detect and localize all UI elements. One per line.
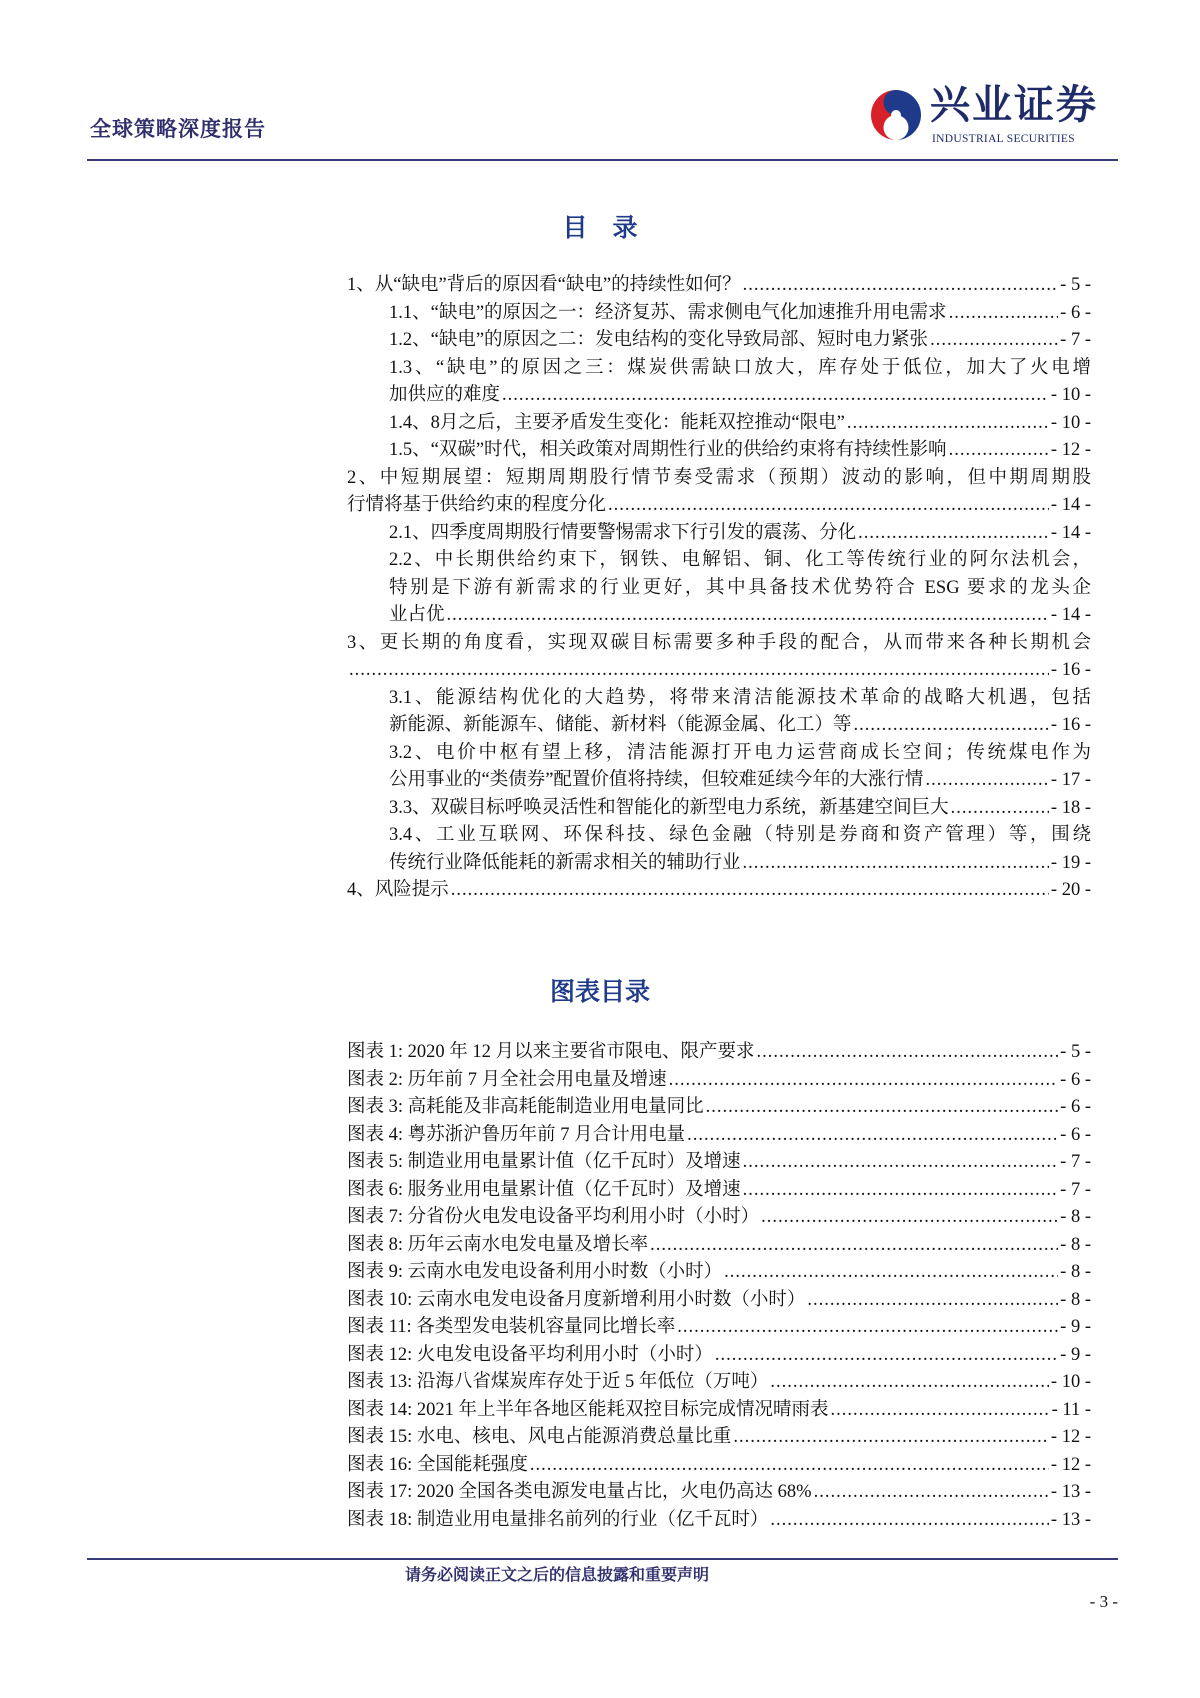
toc-line[interactable] <box>347 575 1091 603</box>
page-number: - 3 - <box>1089 1592 1118 1611</box>
figure-entry[interactable] <box>347 1204 1091 1232</box>
figure-page-number[interactable]: - 8 - <box>1060 1234 1091 1255</box>
dot-leader <box>951 795 1049 823</box>
company-logo <box>870 81 1120 148</box>
dot-leader <box>743 1149 1059 1177</box>
figure-entry[interactable] <box>347 1424 1091 1452</box>
figure-entry[interactable] <box>347 1287 1091 1315</box>
dot-leader <box>949 437 1049 465</box>
logo-swirl-icon <box>870 86 922 144</box>
toc-entry-text[interactable]: 2、中短期展望：短期周期股行情节奏受需求（预期）波动的影响，但中期周期股 <box>347 467 1091 488</box>
figure-list <box>347 1039 1091 1534</box>
toc-line[interactable] <box>347 520 1091 548</box>
toc-page-number[interactable]: - 7 - <box>1060 330 1091 350</box>
figure-entry[interactable] <box>347 1342 1091 1370</box>
report-type-label: 全球策略深度报告 <box>90 116 266 141</box>
toc-page-number[interactable]: - 20 - <box>1050 880 1091 900</box>
figure-entry-text[interactable]: 图表 14: 2021 年上半年各地区能耗双控目标完成情况晴雨表 <box>347 1399 829 1420</box>
figure-entry-text[interactable]: 图表 5: 制造业用电量累计值（亿千瓦时）及增速 <box>347 1152 741 1172</box>
toc-entry[interactable] <box>347 740 1091 795</box>
dot-leader <box>757 1039 1059 1067</box>
figure-page-number[interactable]: - 7 - <box>1060 1179 1091 1200</box>
toc-line[interactable] <box>347 492 1091 520</box>
toc-entry-text[interactable]: 3.4、工业互联网、环保科技、绿色金融（特别是券商和资产管理）等，围绕 <box>389 825 1091 845</box>
toc-line[interactable] <box>347 327 1091 355</box>
dot-leader <box>847 410 1049 438</box>
figure-entry[interactable] <box>347 1479 1091 1507</box>
toc-line[interactable] <box>347 685 1091 713</box>
toc-title: 目 录 <box>562 213 638 242</box>
toc-entry-text[interactable]: 传统行业降低能耗的新需求相关的辅助行业 <box>389 852 741 873</box>
toc-entry-text[interactable]: 业占优 <box>389 605 445 625</box>
toc-entry-text[interactable]: 3、更长期的角度看，实现双碳目标需要多种手段的配合，从而带来各种长期机会 <box>347 632 1091 653</box>
figure-entry-text[interactable]: 图表 7: 分省份火电发电设备平均利用小时（小时） <box>347 1207 760 1227</box>
dot-leader <box>349 657 1049 685</box>
toc-page-number[interactable]: - 6 - <box>1060 302 1091 323</box>
toc-line[interactable] <box>347 602 1091 630</box>
toc-entry-text[interactable]: 特别是下游有新需求的行业更好，其中具备技术优势符合 ESG 要求的龙头企 <box>389 577 1091 598</box>
figure-page-number[interactable]: - 8 - <box>1060 1207 1091 1227</box>
figure-entry[interactable] <box>347 1232 1091 1260</box>
figure-page-number[interactable]: - 10 - <box>1050 1372 1091 1392</box>
figure-entry-text[interactable]: 图表 15: 水电、核电、风电占能源消费总量比重 <box>347 1427 732 1447</box>
toc-entry[interactable] <box>347 795 1091 823</box>
dot-leader <box>733 1424 1049 1452</box>
toc-entry-text[interactable]: 行情将基于供给约束的程度分化 <box>347 495 607 515</box>
dot-leader <box>949 300 1059 328</box>
figure-entry-text[interactable]: 图表 10: 云南水电发电设备月度新增利用小时数（小时） <box>347 1289 806 1310</box>
toc-line[interactable] <box>347 630 1091 658</box>
figure-entry[interactable] <box>347 1397 1091 1425</box>
toc-entry[interactable] <box>347 272 1091 300</box>
toc-entry[interactable] <box>347 685 1091 740</box>
figure-page-number[interactable]: - 12 - <box>1050 1454 1091 1475</box>
dot-leader <box>831 1397 1050 1425</box>
toc-entry-text[interactable]: 1.3、“缺电”的原因之三：煤炭供需缺口放大，库存处于低位，加大了火电增 <box>389 357 1091 378</box>
toc-entry-text[interactable]: 1、从“缺电”背后的原因看“缺电”的持续性如何？ <box>347 275 741 295</box>
dot-leader <box>743 850 1049 878</box>
toc-page-number[interactable]: - 14 - <box>1050 495 1091 515</box>
toc-entry-text[interactable]: 1.5、“双碳”时代，相关政策对周期性行业的供给约束将有持续性影响 <box>389 440 947 460</box>
dot-leader <box>743 272 1059 300</box>
figure-entry[interactable] <box>347 1039 1091 1067</box>
toc-line[interactable] <box>347 767 1091 795</box>
toc-page-number[interactable]: - 10 - <box>1050 412 1091 433</box>
toc-entry[interactable] <box>347 630 1091 685</box>
dot-leader <box>925 767 1048 795</box>
figure-page-number[interactable]: - 9 - <box>1060 1344 1091 1365</box>
dot-leader <box>807 1287 1058 1315</box>
toc-entry[interactable] <box>347 822 1091 877</box>
toc-line[interactable] <box>347 850 1091 878</box>
dot-leader <box>743 1177 1059 1205</box>
dot-leader <box>650 1232 1058 1260</box>
toc-entry-text[interactable]: 4、风险提示 <box>347 880 449 900</box>
toc-page-number[interactable]: - 5 - <box>1060 275 1091 295</box>
toc-line[interactable] <box>347 822 1091 850</box>
dot-leader <box>669 1067 1059 1095</box>
toc-page-number[interactable]: - 17 - <box>1050 770 1091 790</box>
figure-entry[interactable] <box>347 1452 1091 1480</box>
figure-entry[interactable] <box>347 1149 1091 1177</box>
figure-page-number[interactable]: - 9 - <box>1060 1317 1091 1337</box>
toc-entry[interactable] <box>347 547 1091 630</box>
toc-line[interactable] <box>347 740 1091 768</box>
toc-entry-text[interactable]: 2.2、中长期供给约束下，钢铁、电解铝、铜、化工等传统行业的阿尔法机会， <box>389 550 1091 570</box>
dot-leader <box>706 1094 1059 1122</box>
figure-entry-text[interactable]: 图表 12: 火电发电设备平均利用小时（小时） <box>347 1344 713 1365</box>
toc-entry[interactable] <box>347 300 1091 328</box>
figure-entry[interactable] <box>347 1177 1091 1205</box>
toc-entry[interactable] <box>347 520 1091 548</box>
toc-entry[interactable] <box>347 355 1091 410</box>
figure-entry[interactable] <box>347 1067 1091 1095</box>
figure-entry-text[interactable]: 图表 13: 沿海八省煤炭库存处于近 5 年低位（万吨） <box>347 1372 769 1392</box>
header-divider <box>87 159 1118 161</box>
toc-entry-text[interactable]: 新能源、新能源车、储能、新材料（能源金属、化工）等 <box>389 715 852 735</box>
dot-leader <box>761 1204 1058 1232</box>
table-of-contents <box>347 272 1091 905</box>
toc-line[interactable] <box>347 300 1091 328</box>
toc-page-number[interactable]: - 18 - <box>1050 797 1091 818</box>
figure-entry[interactable] <box>347 1122 1091 1150</box>
disclaimer-text: 请务必阅读正文之后的信息披露和重要声明 <box>405 1565 710 1584</box>
toc-entry-text[interactable]: 3.2、电价中枢有望上移，清洁能源打开电力运营商成长空间；传统煤电作为 <box>389 742 1091 763</box>
dot-leader <box>451 877 1049 905</box>
dot-leader <box>687 1122 1058 1150</box>
dot-leader <box>814 1479 1049 1507</box>
figure-entry-text[interactable]: 图表 1: 2020 年 12 月以来主要省市限电、限产要求 <box>347 1042 755 1062</box>
toc-page-number[interactable]: - 16 - <box>1050 660 1091 680</box>
toc-entry-text[interactable]: 1.2、“缺电”的原因之二：发电结构的变化导致局部、短时电力紧张 <box>389 330 929 350</box>
toc-line[interactable] <box>347 382 1091 410</box>
toc-line[interactable] <box>347 355 1091 383</box>
toc-entry-text[interactable]: 3.3、双碳目标呼唤灵活性和智能化的新型电力系统，新基建空间巨大 <box>389 797 949 818</box>
dot-leader <box>858 520 1049 548</box>
toc-entry[interactable] <box>347 465 1091 520</box>
figure-page-number[interactable]: - 5 - <box>1060 1042 1091 1062</box>
dot-leader <box>677 1314 1058 1342</box>
toc-line[interactable] <box>347 437 1091 465</box>
toc-line[interactable] <box>347 657 1091 685</box>
toc-page-number[interactable]: - 16 - <box>1050 715 1091 735</box>
toc-entry[interactable] <box>347 877 1091 905</box>
toc-page-number[interactable]: - 19 - <box>1050 852 1091 873</box>
dot-leader <box>724 1259 1058 1287</box>
toc-page-number[interactable]: - 14 - <box>1050 605 1091 625</box>
figure-page-number[interactable]: - 6 - <box>1060 1097 1091 1117</box>
figure-entry[interactable] <box>347 1314 1091 1342</box>
toc-entry-text[interactable]: 加供应的难度 <box>389 385 501 405</box>
figure-page-number[interactable]: - 8 - <box>1060 1262 1091 1282</box>
dot-leader <box>854 712 1049 740</box>
toc-line[interactable] <box>347 272 1091 300</box>
figure-entry-text[interactable]: 图表 6: 服务业用电量累计值（亿千瓦时）及增速 <box>347 1179 741 1200</box>
figure-page-number[interactable]: - 11 - <box>1051 1399 1091 1420</box>
figure-page-number[interactable]: - 13 - <box>1050 1482 1091 1502</box>
footer-divider <box>87 1558 1118 1560</box>
figure-page-number[interactable]: - 8 - <box>1060 1289 1091 1310</box>
figure-entry-text[interactable]: 图表 17: 2020 全国各类电源发电量占比，火电仍高达 68% <box>347 1482 812 1502</box>
toc-entry[interactable] <box>347 437 1091 465</box>
logo-cn-text: 兴业证券 <box>930 81 1098 128</box>
toc-line[interactable] <box>347 795 1091 823</box>
figure-page-number[interactable]: - 12 - <box>1050 1427 1091 1447</box>
dot-leader <box>608 492 1049 520</box>
dot-leader <box>930 327 1058 355</box>
figure-entry-text[interactable]: 图表 9: 云南水电发电设备利用小时数（小时） <box>347 1262 723 1282</box>
toc-entry-text[interactable]: 2.1、四季度周期股行情要警惕需求下行引发的震荡、分化 <box>389 522 857 543</box>
toc-entry[interactable] <box>347 410 1091 438</box>
toc-line[interactable] <box>347 712 1091 740</box>
figure-entry-text[interactable]: 图表 16: 全国能耗强度 <box>347 1454 528 1475</box>
figure-entry-text[interactable]: 图表 4: 粤苏浙沪鲁历年前 7 月合计用电量 <box>347 1124 686 1145</box>
figure-entry-text[interactable]: 图表 18: 制造业用电量排名前列的行业（亿千瓦时） <box>347 1509 769 1530</box>
toc-entry-text[interactable]: 1.1、“缺电”的原因之一：经济复苏、需求侧电气化加速推升用电需求 <box>389 302 947 323</box>
toc-line[interactable] <box>347 410 1091 438</box>
toc-page-number[interactable]: - 14 - <box>1050 522 1091 543</box>
figure-entry[interactable] <box>347 1507 1091 1535</box>
figure-entry-text[interactable]: 图表 8: 历年云南水电发电量及增长率 <box>347 1234 649 1255</box>
figure-entry[interactable] <box>347 1369 1091 1397</box>
figure-entry[interactable] <box>347 1259 1091 1287</box>
figures-title: 图表目录 <box>549 977 650 1006</box>
toc-entry-text[interactable]: 1.4、8月之后，主要矛盾发生变化：能耗双控推动“限电” <box>389 412 845 433</box>
logo-en-text: INDUSTRIAL SECURITIES <box>932 133 1075 145</box>
toc-entry-text[interactable]: 3.1、能源结构优化的大趋势，将带来清洁能源技术革命的战略大机遇，包括 <box>389 687 1091 708</box>
dot-leader <box>715 1342 1058 1370</box>
figure-page-number[interactable]: - 13 - <box>1050 1509 1091 1530</box>
toc-entry[interactable] <box>347 327 1091 355</box>
figure-page-number[interactable]: - 6 - <box>1060 1069 1091 1090</box>
toc-page-number[interactable]: - 12 - <box>1050 440 1091 460</box>
toc-page-number[interactable]: - 10 - <box>1050 385 1091 405</box>
dot-leader <box>502 382 1049 410</box>
toc-entry-text[interactable]: 公用事业的“类债券”配置价值将持续，但较难延续今年的大涨行情 <box>389 770 924 790</box>
toc-line[interactable] <box>347 547 1091 575</box>
figure-entry-text[interactable]: 图表 3: 高耗能及非高耗能制造业用电量同比 <box>347 1097 704 1117</box>
dot-leader <box>770 1507 1049 1535</box>
figure-page-number[interactable]: - 6 - <box>1060 1124 1091 1145</box>
dot-leader <box>447 602 1049 630</box>
dot-leader <box>530 1452 1049 1480</box>
figure-entry[interactable] <box>347 1094 1091 1122</box>
figure-entry-text[interactable]: 图表 11: 各类型发电装机容量同比增长率 <box>347 1317 676 1337</box>
figure-page-number[interactable]: - 7 - <box>1060 1152 1091 1172</box>
toc-line[interactable] <box>347 465 1091 493</box>
toc-line[interactable] <box>347 877 1091 905</box>
figure-entry-text[interactable]: 图表 2: 历年前 7 月全社会用电量及增速 <box>347 1069 667 1090</box>
dot-leader <box>770 1369 1049 1397</box>
